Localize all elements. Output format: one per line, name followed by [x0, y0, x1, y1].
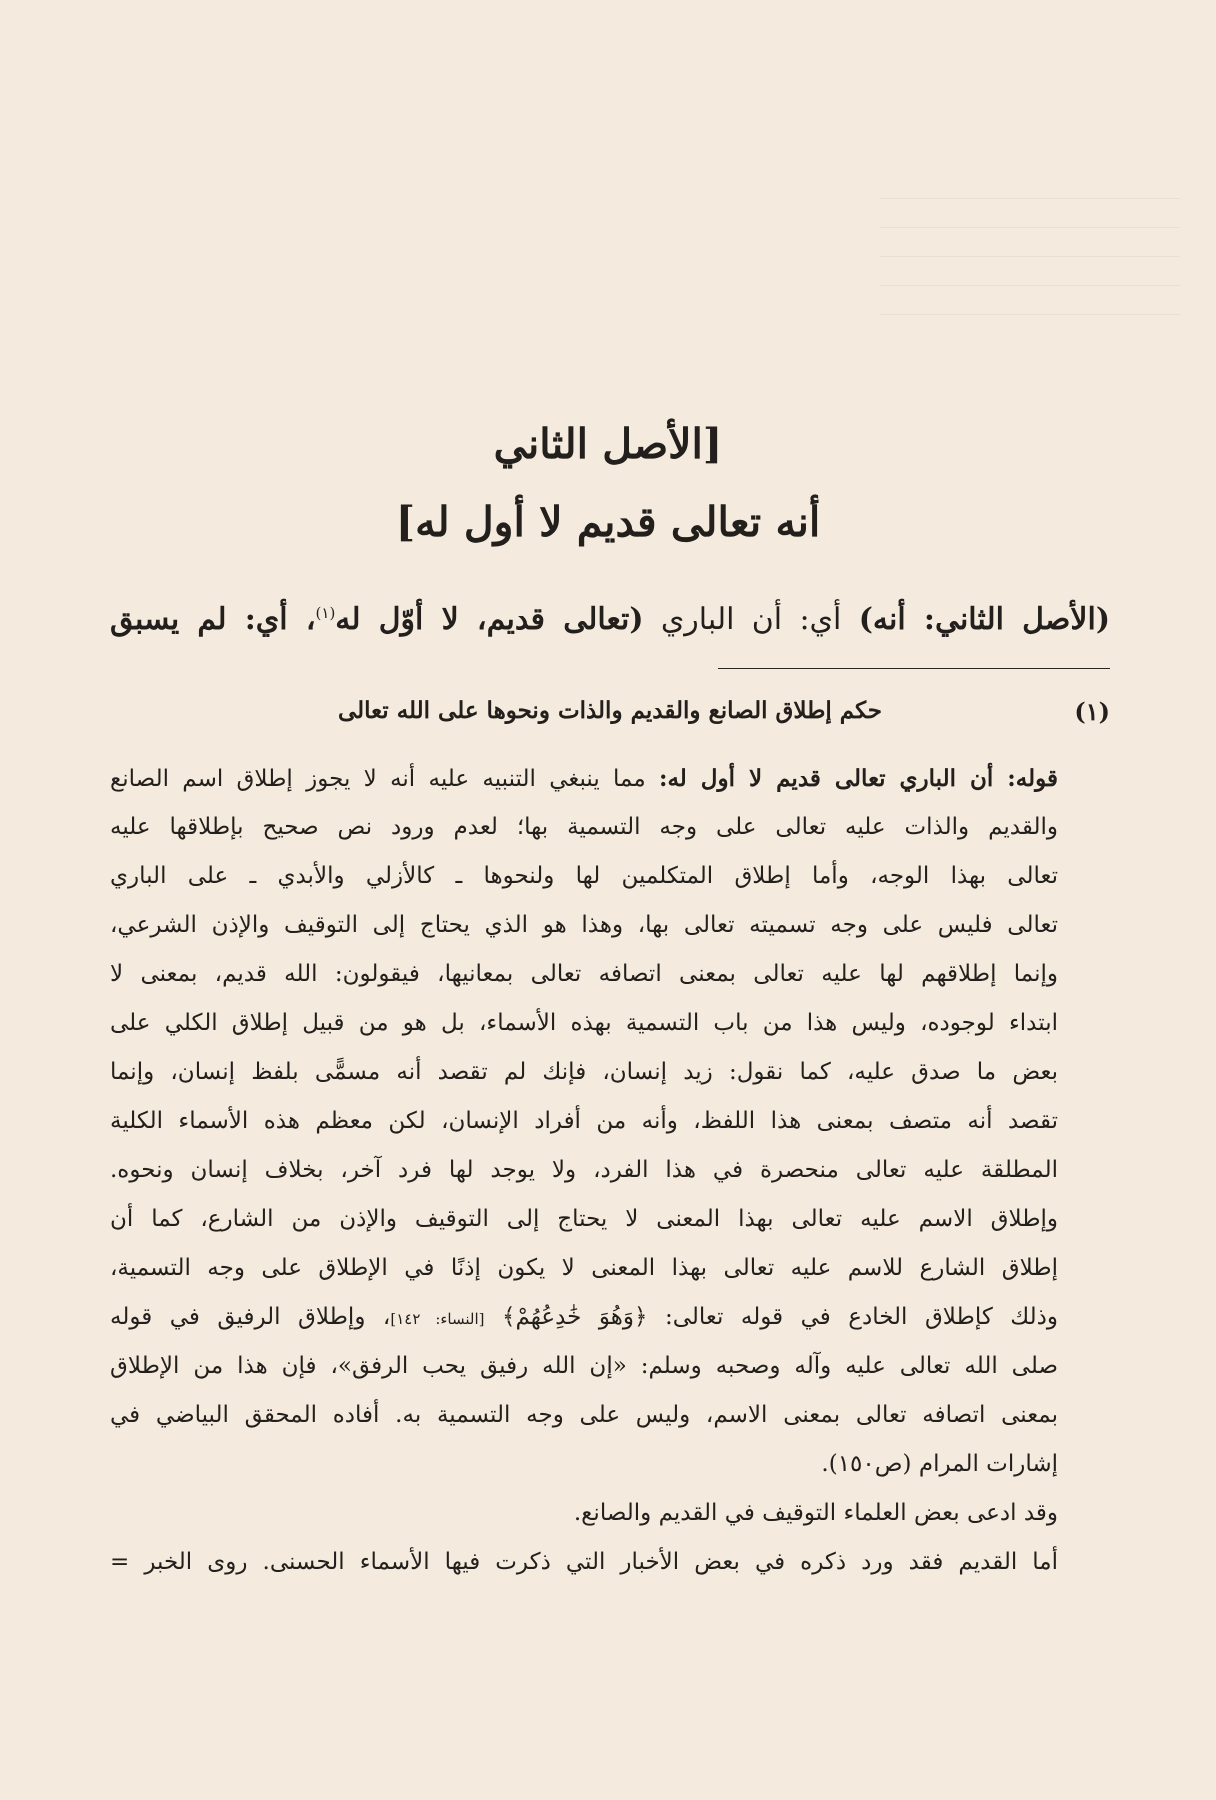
- main-middle: أي: أن الباري: [643, 602, 859, 637]
- footnote-line-17: أما القديم فقد ورد ذكره في بعض الأخبار التي ذكرت فيها الأسماء الحسنى. روى الخبر =: [110, 1549, 1058, 1575]
- footnote-title: حكم إطلاق الصانع والقديم والذات ونحوها على الله تعالى: [338, 697, 882, 724]
- footnote-line-1: قوله: أن الباري تعالى قديم لا أول له: مما ينبغي التنبيه عليه أنه لا يجوز إطلاق اسم الصانع: [110, 765, 1058, 792]
- quran-reference: [النساء: ١٤٢]: [390, 1310, 485, 1328]
- main-bold-close: لا أوّل له: [335, 602, 459, 637]
- footnote-line-10: وإطلاق الاسم عليه تعالى بهذا المعنى لا يحتاج إلى التوقيف والإذن من الشارع، كما أن: [110, 1206, 1058, 1232]
- footnote-line-7: بعض ما صدق عليه، كما نقول: زيد إنسان، فإنك لم تقصد أنه مسمًّى بلفظ إنسان، وإنما: [110, 1059, 1058, 1085]
- bleed-through-text: [880, 180, 1180, 325]
- footnote-line-2: والقديم والذات عليه تعالى على وجه التسمية بها؛ لعدم ورود نص صحيح بإطلاقها عليه: [110, 814, 1058, 840]
- heading-line-1: [الأصل الثاني: [493, 420, 723, 468]
- footnote-line-5: وإنما إطلاقهم لها عليه تعالى بمعنى اتصافه تعالى بمعانيها، فيقولون: الله قديم، بمعنى لا: [110, 961, 1058, 987]
- footnote-line-13: صلى الله تعالى عليه وآله وصحبه وسلم: «إن الله رفيق يحب الرفق»، فإن هذا من الإطلاق: [110, 1353, 1058, 1379]
- footnote-line-6: ابتداء لوجوده، وليس هذا من باب التسمية بهذه الأسماء، بل هو من قبيل إطلاق الكلي على: [110, 1010, 1058, 1036]
- footnote-line-12: وذلك كإطلاق الخادع في قوله تعالى: ﴿وَهُوَ خَٰدِعُهُمْ﴾ [النساء: ١٤٢]، وإطلاق الرفيق في قوله: [110, 1304, 1058, 1330]
- footnote-line-15: إشارات المرام (ص١٥٠).: [821, 1451, 1058, 1477]
- main-bold-open: (الأصل الثاني: أنه): [858, 602, 1111, 637]
- footnote-line-8: تقصد أنه متصف بمعنى هذا اللفظ، وأنه من أفراد الإنسان، لكن معظم هذه الأسماء الكلية: [110, 1108, 1058, 1134]
- heading-line-2: أنه تعالى قديم لا أول له]: [395, 498, 821, 546]
- footnote-line-3: تعالى بهذا الوجه، وأما إطلاق المتكلمين لها ولنحوها ـ كالأزلي والأبدي ـ على الباري: [110, 863, 1058, 889]
- section-heading: [100, 405, 1116, 561]
- footnote-line-14: بمعنى اتصافه تعالى بمعنى الاسم، وليس على وجه التسمية به. أفاده المحقق البياضي في: [110, 1402, 1058, 1428]
- footnote-line-16: وقد ادعى بعض العلماء التوقيف في القديم والصانع.: [573, 1500, 1058, 1526]
- footnote-reference: (١): [315, 604, 336, 622]
- footnote-line-4: تعالى فليس على وجه تسميته تعالى بها، وهذا هو الذي يحتاج إلى التوقيف والإذن الشرعي،: [110, 912, 1058, 938]
- footnote-bold-lead: قوله: أن الباري تعالى قديم لا أول له:: [658, 765, 1058, 792]
- footnote-line-9: المطلقة عليه تعالى منحصرة في هذا الفرد، ولا يوجد لها فرد آخر، بخلاف إنسان ونحوه.: [110, 1157, 1058, 1183]
- main-end: ، أي: لم يسبق: [110, 602, 316, 637]
- main-paren: (تعالى قديم،: [458, 602, 644, 637]
- footnote-separator: [718, 668, 1110, 669]
- footnote-marker: (١): [1074, 697, 1110, 726]
- footnote-body: [110, 754, 1058, 1587]
- main-text-line: [110, 590, 1110, 643]
- footnote-line-11: إطلاق الشارع للاسم عليه تعالى بهذا المعنى لا يكون إذنًا في الإطلاق على وجه التسمية،: [110, 1255, 1058, 1281]
